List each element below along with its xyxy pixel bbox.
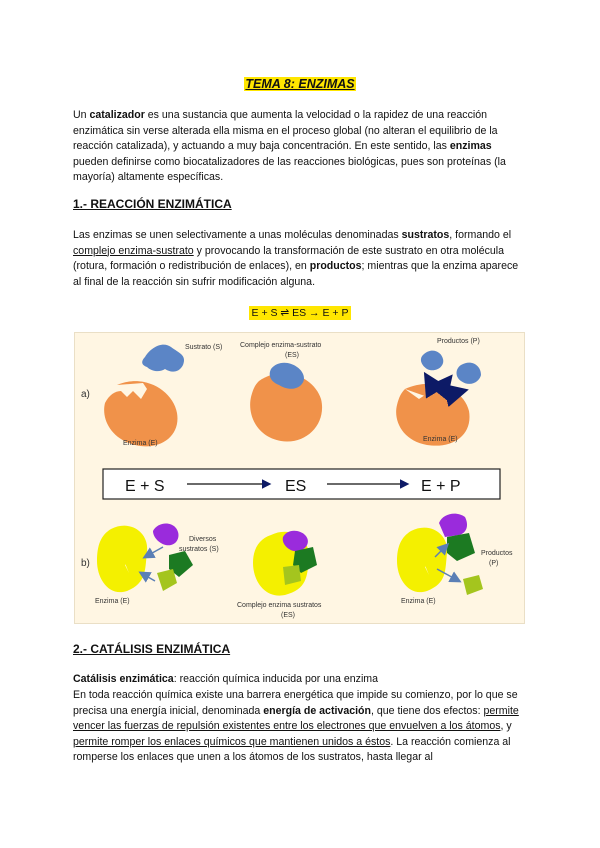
enzyme-b2-icon (397, 528, 447, 593)
substrate-a-icon (142, 345, 184, 372)
term-catalizador: catalizador (89, 109, 145, 121)
a-complex-label-1: Complejo enzima-sustrato (240, 342, 322, 349)
term-energia-activacion: energía de activación (263, 704, 371, 717)
a-substrate-label: Sustrato (S) (185, 344, 223, 351)
s2-text-4: . La reacción comienza al romperse los enlaces que unen a los átomos de los sustratos, hasta llegar al (73, 735, 511, 763)
s2-text-1: En toda reacción química existe una barrera energética que impide su comienzo, por lo que se precisa una energía inicial, denominada (73, 689, 518, 717)
page-title (0, 75, 600, 93)
b-substrates-label-2: sustratos (S) (179, 546, 219, 553)
b-enzyme-label-2: Enzima (E) (401, 598, 436, 605)
s1-text-1: Las enzimas se unen selectivamente a unas moléculas denominadas (73, 229, 402, 241)
product-b-small-icon (463, 575, 483, 595)
label-b: b) (81, 558, 90, 569)
enzyme-figure (74, 332, 525, 624)
section-1-paragraph (73, 228, 528, 290)
products-a-icon (421, 351, 481, 384)
effect-2: permite romper los enlaces químicos que mantienen unidos a éstos (73, 735, 391, 748)
equation-text: E + S ⇌ ES → E + P (249, 306, 352, 320)
effect-1: permite vencer las fuerzas de repulsión existentes entre los electrones que envuelven a los átomos (73, 704, 519, 732)
b-enzyme-label-1: Enzima (E) (95, 598, 130, 605)
s2-text-2: , que tiene dos efectos: (370, 704, 484, 717)
s2-text-3: , y (500, 720, 512, 732)
box-right: E + P (421, 478, 461, 495)
a-complex-label-2: (ES) (285, 352, 299, 359)
b-complex-label-1: Complejo enzima sustratos (237, 602, 322, 609)
catalysis-definition (73, 672, 528, 688)
term-sustratos: sustratos (401, 229, 450, 241)
a-enzyme-label-2: Enzima (E) (423, 436, 458, 443)
box-left: E + S (125, 478, 165, 495)
title-text: TEMA 8: ENZIMAS (245, 77, 355, 91)
enzyme-a1-icon (104, 381, 177, 446)
term-complejo: complejo enzima-sustrato (73, 244, 194, 257)
intro-text-3: pueden definirse como biocatalizadores de las reacciones biológicas, pues son proteínas (la mayoría) altamente específicas. (73, 155, 506, 183)
enzyme-diagram (75, 333, 526, 625)
a-products-label: Productos (P) (437, 338, 480, 345)
def-rest: : reacción química inducida por una enzima (173, 673, 379, 685)
intro-paragraph (73, 108, 528, 186)
b-products-label-2: (P) (489, 560, 499, 567)
intro-text-1: Un (73, 109, 90, 121)
term-catalisis: Catálisis enzimática (73, 673, 174, 685)
enzyme-substrate-complex-icon (250, 363, 322, 442)
enzyme-b1-icon (97, 526, 147, 593)
substrate-green-b-icon (157, 551, 193, 591)
label-a: a) (81, 389, 90, 400)
box-mid: ES (285, 478, 307, 495)
substrate-purple-b-icon (153, 524, 178, 546)
reaction-box (103, 469, 500, 499)
section-2-heading: 2.- CATÁLISIS ENZIMÁTICA (73, 642, 231, 656)
b-substrates-label-1: Diversos (189, 536, 217, 543)
section-2-paragraph (73, 688, 528, 766)
a-enzyme-label-1: Enzima (E) (123, 440, 158, 447)
enzyme-multisubstrate-complex-icon (253, 531, 317, 596)
reaction-equation (0, 303, 600, 321)
term-productos: productos (309, 260, 362, 272)
b-products-label-1: Productos (481, 550, 513, 557)
intro-text-2: es una sustancia que aumenta la velocidad o la rapidez de una reacción enzimática sin verse alterada ella misma en el proceso global (no alteran el equilibrio de la reacción catalizada), y actuando a muy baja concentración. En este sentido, las (73, 109, 498, 152)
section-1-heading: 1.- REACCIÓN ENZIMÁTICA (73, 197, 232, 211)
b-complex-label-2: (ES) (281, 612, 295, 619)
term-enzimas: enzimas (449, 140, 492, 152)
s1-text-3: y provocando la transformación de este sustrato en otra molécula (rotura, formación o redistribución de enlaces), en (73, 244, 505, 272)
s1-text-4: ; mientras que la enzima aparece al final de la reacción sin sufrir modificación alguna. (73, 260, 519, 288)
s1-text-2: , formando el (449, 229, 512, 241)
